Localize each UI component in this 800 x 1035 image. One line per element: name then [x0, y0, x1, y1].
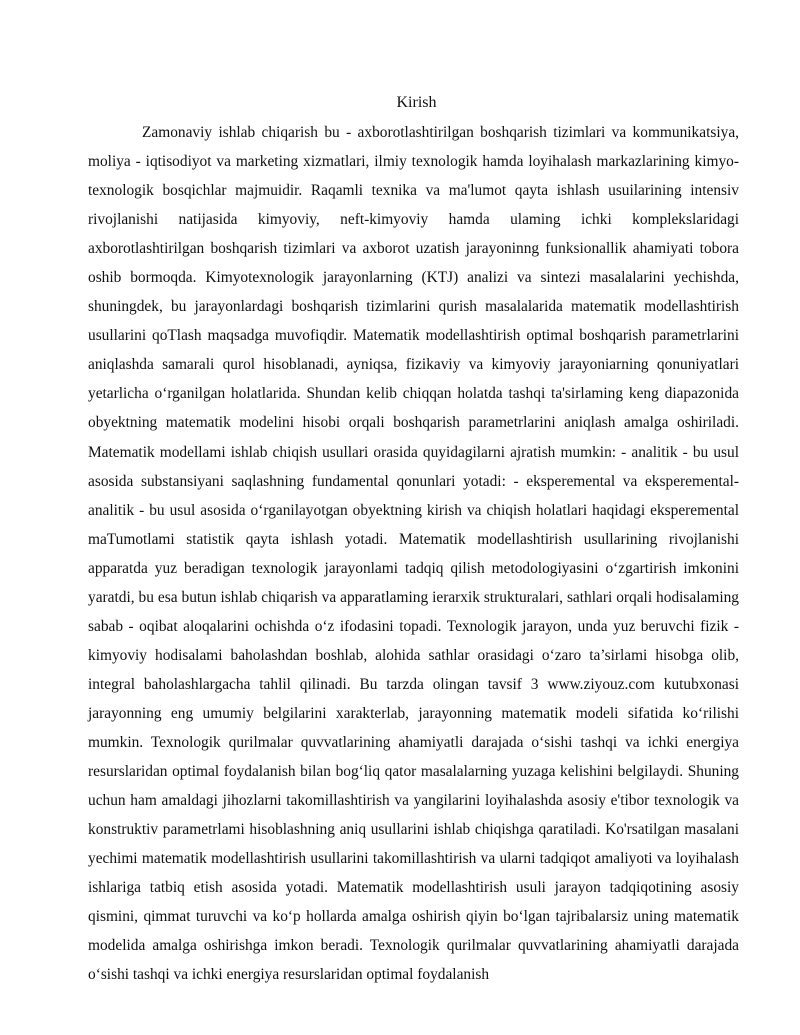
body-paragraph: Zamonaviy ishlab chiqarish bu - axborotlashtirilgan boshqarish tizimlari va kommunikatsiya, moliya - iqtisodiyot va marketing xizmatlari, ilmiy texnologik hamda loyihalash markazlarining kimyo-texnologik bosqichlar majmuidir. Raqamli texnika va ma'lumot qayta ishlash usuilarining intensiv rivojlanishi natijasida kimyoviy, neft-kimyoviy hamda ulaming ichki komplekslaridagi axborotlashtirilgan boshqarish tizimlari va axborot uzatish jarayoninng funksionallik ahamiyati tobora oshib bormoqda. Kimyotexnologik jarayonlarning (KTJ) analizi va sintezi masalalarini yechishda, shuningdek, bu jarayonlardagi boshqarish tizimlarini qurish masalalarida matematik modellashtirish usullarini qoTlash maqsadga muvofiqdir. Matematik modellashtirish optimal boshqarish parametrlarini aniqlashda samarali qurol hisoblanadi, ayniqsa, fizikaviy va kimyoviy jarayoniarning qonuniyatlari yetarlicha o‘rganilgan holatlarida. Shundan kelib chiqqan holatda tashqi ta'sirlaming keng diapazonida obyektning matematik modelini hisobi orqali boshqarish parametrlarini aniqlash amalga oshiriladi. Matematik modellami ishlab chiqish usullari orasida quyidagilarni ajratish mumkin: - analitik - bu usul asosida substansiyani saqlashning fundamental qonunlari yotadi: - eksperemental va eksperemental-analitik - bu usul asosida o‘rganilayotgan obyektning kirish va chiqish holatlari haqidagi eksperemental maTumotlami statistik qayta ishlash yotadi. Matematik modellashtirish usullarining rivojlanishi apparatda yuz beradigan texnologik jarayonlami tadqiq qilish metodologiyasini o‘zgartirish imkonini yaratdi, bu esa butun ishlab chiqarish va apparatlaming ierarxik strukturalari, sathlari orqali hodisalaming sabab - oqibat aloqalarini ochishda o‘z ifodasini topadi. Texnologik jarayon, unda yuz beruvchi fizik - kimyoviy hodisalami baholashdan boshlab, alohida sathlar orasidagi o‘zaro ta’sirlami hisobga olib, integral baholashlargacha tahlil qilinadi. Bu tarzda olingan tavsif 3 www.ziyouz.com kutubxonasi jarayonning eng umumiy belgilarini xarakterlab, jarayonning matematik modeli sifatida ko‘rilishi mumkin. Texnologik qurilmalar quvvatlarining ahamiyatli darajada o‘sishi tashqi va ichki energiya resurslaridan optimal foydalanish bilan bog‘liq qator masalalarning yuzaga kelishini belgilaydi. Shuning uchun ham amaldagi jihozlarni takomillashtirish va yangilarini loyihalashda asosiy e'tibor texnologik va konstruktiv parametrlami hisoblashning aniq usullarini ishlab chiqishga qaratiladi. Ko'rsatilgan masalani yechimi matematik modellashtirish usullarini takomillashtirish va ularni tadqiqot amaliyoti va loyihalash ishlariga tatbiq etish asosida yotadi. Matematik modellashtirish usuli jarayon tadqiqotining asosiy qismini, qimmat turuvchi va ko‘p hollarda amalga oshirish qiyin bo‘lgan tajribalarsiz uning matematik modelida amalga oshirishga imkon beradi. Texnologik qurilmalar quvvatlarining ahamiyatli darajada o‘sishi tashqi va ichki energiya resurslaridan optimal foydalanish	[88, 124, 739, 984]
section-heading: Kirish	[396, 94, 437, 111]
